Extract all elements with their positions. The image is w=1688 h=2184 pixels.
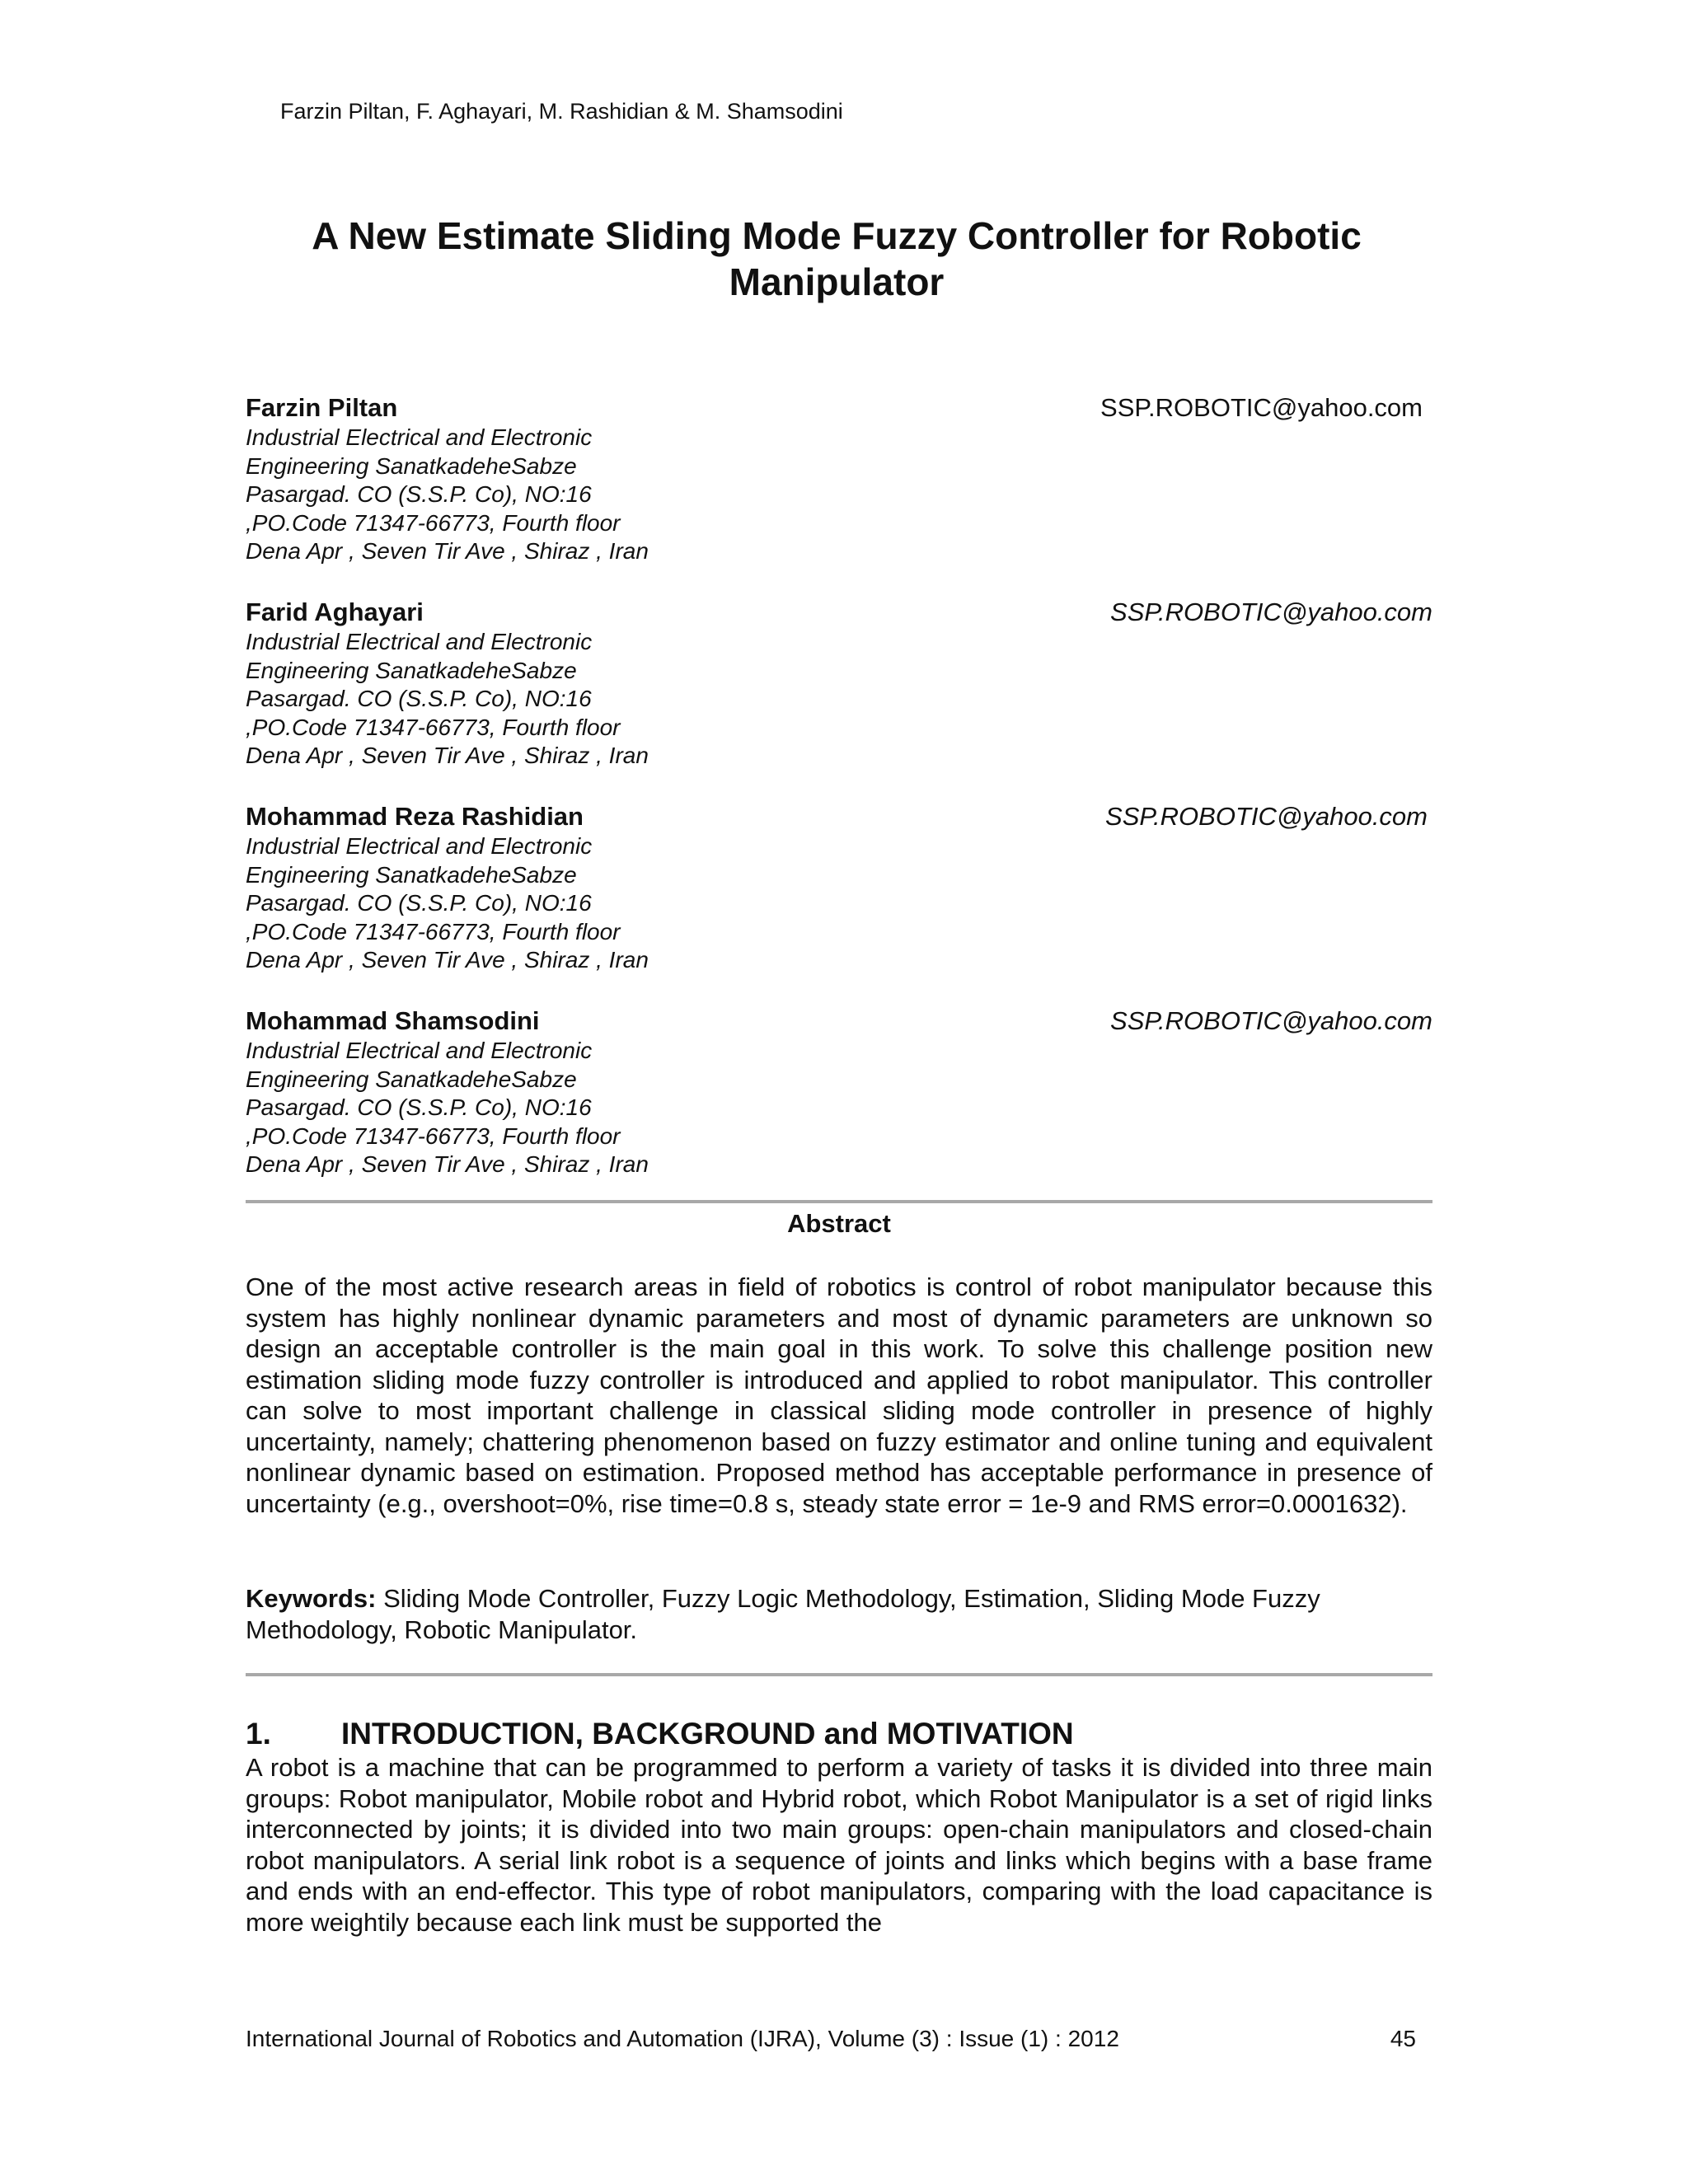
running-header: Farzin Piltan, F. Aghayari, M. Rashidian & M. Shamsodini xyxy=(280,99,843,124)
page-number: 45 xyxy=(1390,2026,1416,2051)
affiliation-line: ,PO.Code 71347-66773, Fourth floor xyxy=(246,918,621,944)
title-line: A New Estimate Sliding Mode Fuzzy Controller for Robotic xyxy=(312,214,1362,257)
author-block xyxy=(246,597,1432,771)
keywords-text: Sliding Mode Controller, Fuzzy Logic Methodology, Estimation, Sliding Mode Fuzzy Methodology, Robotic Manipulator. xyxy=(246,1584,1320,1644)
author-email: SSP.ROBOTIC@yahoo.com xyxy=(1110,1006,1432,1035)
author-block xyxy=(246,392,1432,566)
paper-title xyxy=(247,213,1426,305)
author-affiliation xyxy=(246,628,1432,771)
affiliation-line: Dena Apr , Seven Tir Ave , Shiraz , Iran xyxy=(246,743,649,768)
journal-footer: International Journal of Robotics and Automation (IJRA), Volume (3) : Issue (1) : 2012 xyxy=(246,2026,1119,2051)
affiliation-line: Pasargad. CO (S.S.P. Co), NO:16 xyxy=(246,890,592,916)
section-number: 1. xyxy=(246,1717,271,1750)
affiliation-line: Pasargad. CO (S.S.P. Co), NO:16 xyxy=(246,1094,592,1120)
affiliation-line: Industrial Electrical and Electronic xyxy=(246,424,593,450)
affiliation-line: Pasargad. CO (S.S.P. Co), NO:16 xyxy=(246,481,592,507)
intro-paragraph: A robot is a machine that can be programmed to perform a variety of tasks it is divided into three main groups: Robot manipulator, Mobile robot and Hybrid robot, which Robot Manipulator is a set of rigid links interconnected by joints; it is divided into two main groups: open-chain manipulators and closed-chain robot manipulators. A serial link robot is a sequence of joints and links which begins with a base frame and ends with an end-effector. This type of robot manipulators, comparing with the load capacitance is more weightily because each link must be supported the xyxy=(246,1753,1432,1937)
affiliation-line: ,PO.Code 71347-66773, Fourth floor xyxy=(246,1122,621,1149)
affiliation-line: Dena Apr , Seven Tir Ave , Shiraz , Iran xyxy=(246,1151,649,1177)
affiliation-line: Pasargad. CO (S.S.P. Co), NO:16 xyxy=(246,686,592,711)
affiliation-line: Engineering SanatkadeheSabze xyxy=(246,861,577,888)
affiliation-line: Industrial Electrical and Electronic xyxy=(246,1038,593,1063)
author-affiliation xyxy=(246,1037,1432,1179)
divider-rule xyxy=(246,1200,1432,1203)
affiliation-line: Dena Apr , Seven Tir Ave , Shiraz , Iran xyxy=(246,538,649,564)
affiliation-line: Engineering SanatkadeheSabze xyxy=(246,1066,577,1092)
author-block xyxy=(246,801,1432,975)
affiliation-line: ,PO.Code 71347-66773, Fourth floor xyxy=(246,509,621,536)
keywords-label: Keywords: xyxy=(246,1584,377,1613)
affiliation-line: Dena Apr , Seven Tir Ave , Shiraz , Iran xyxy=(246,947,649,972)
author-affiliation xyxy=(246,424,1432,566)
affiliation-line: Engineering SanatkadeheSabze xyxy=(246,657,577,683)
section-title: INTRODUCTION, BACKGROUND and MOTIVATION xyxy=(341,1717,1074,1750)
divider-rule xyxy=(246,1673,1432,1676)
author-email: SSP.ROBOTIC@yahoo.com xyxy=(1100,393,1423,422)
author-email: SSP.ROBOTIC@yahoo.com xyxy=(1105,802,1428,831)
author-email: SSP.ROBOTIC@yahoo.com xyxy=(1110,598,1432,626)
author-name: Farzin Piltan xyxy=(246,393,398,422)
author-name: Mohammad Shamsodini xyxy=(246,1006,540,1035)
affiliation-line: Industrial Electrical and Electronic xyxy=(246,833,593,859)
author-name: Farid Aghayari xyxy=(246,598,424,626)
affiliation-line: Industrial Electrical and Electronic xyxy=(246,629,593,654)
author-affiliation xyxy=(246,832,1432,975)
affiliation-line: ,PO.Code 71347-66773, Fourth floor xyxy=(246,714,621,740)
affiliation-line: Engineering SanatkadeheSabze xyxy=(246,452,577,479)
author-block xyxy=(246,1005,1432,1179)
author-name: Mohammad Reza Rashidian xyxy=(246,802,584,831)
abstract-text: One of the most active research areas in field of robotics is control of robot manipulator because this system has highly nonlinear dynamic parameters and most of dynamic parameters are unknown so design an acceptable controller is the main goal in this work. To solve this challenge position new estimation sliding mode fuzzy controller is introduced and applied to robot manipulator. This controller can solve to most important challenge in classical sliding mode controller in presence of highly uncertainty, namely; chattering phenomenon based on fuzzy estimator and online tuning and equivalent nonlinear dynamic based on estimation. Proposed method has acceptable performance in presence of uncertainty (e.g., overshoot=0%, rise time=0.8 s, steady state error = 1e-9 and RMS error=0.0001632). xyxy=(246,1272,1432,1518)
keywords xyxy=(246,1583,1432,1646)
abstract-heading: Abstract xyxy=(787,1209,891,1238)
section-heading xyxy=(246,1716,1074,1752)
title-line: Manipulator xyxy=(729,260,945,303)
